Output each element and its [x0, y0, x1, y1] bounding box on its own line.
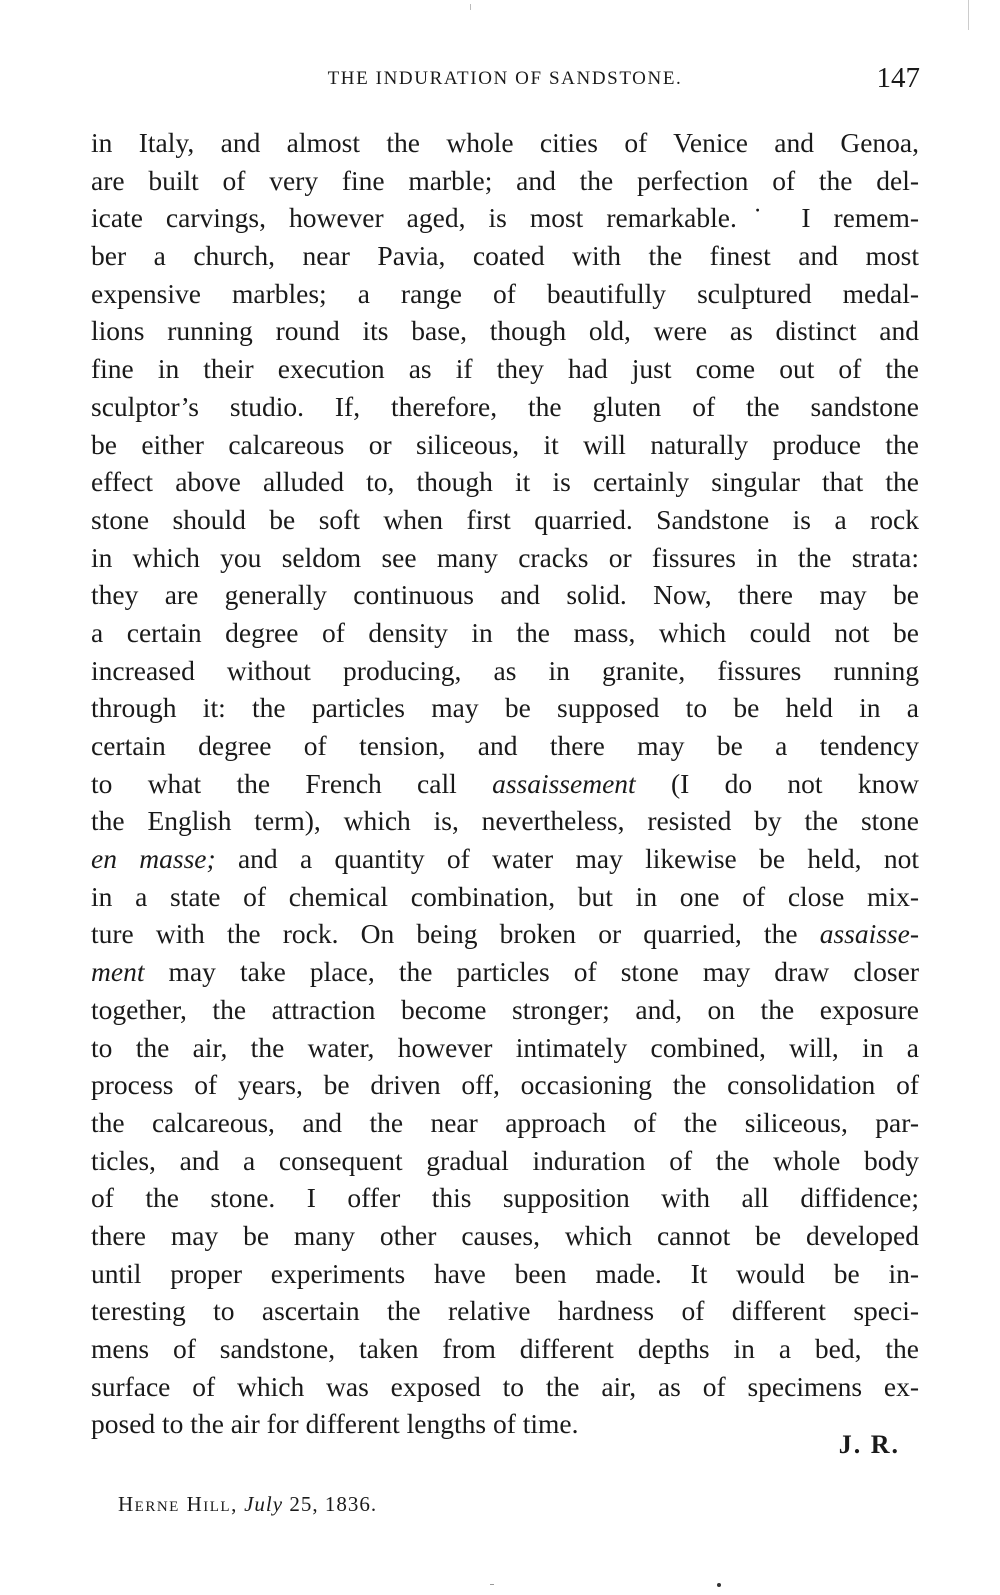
speck-mark	[968, 0, 969, 30]
text-line: fine in their execution as if they had just come out of the	[91, 353, 919, 385]
speck-mark	[470, 4, 471, 10]
text-line: lions running round its base, though old, were as distinct and	[91, 315, 919, 347]
dateline-day-year: 25, 1836.	[289, 1492, 378, 1516]
text-line: certain degree of tension, and there may be a tendency	[91, 730, 919, 761]
text-line: the calcareous, and the near approach of the siliceous, par-	[91, 1106, 919, 1138]
author-initials: J. R.	[838, 1430, 900, 1459]
text-line: the English term), which is, nevertheless, resisted by the stone	[91, 805, 919, 837]
text-line: they are generally continuous and solid. Now, there may be	[91, 579, 919, 611]
running-title: THE INDURATION OF SANDSTONE.	[327, 68, 683, 89]
text-line: expensive marbles; a range of beautifully sculptured medal-	[91, 277, 919, 309]
text-line: teresting to ascertain the relative hardness of different speci-	[91, 1295, 919, 1327]
text-line: process of years, be driven off, occasioning the consolidation of	[91, 1069, 919, 1101]
text-line: until proper experiments have been made. It would be in-	[91, 1257, 919, 1289]
text-line: in a state of chemical combination, but in one of close mix-	[91, 880, 919, 912]
text-line: posed to the air for different lengths of time.	[91, 1408, 579, 1440]
text-run: to what the French call	[91, 767, 493, 799]
dateline-place: Herne Hill,	[118, 1492, 238, 1516]
speck-mark	[490, 1584, 494, 1585]
text-line: together, the attraction become stronger; and, on the exposure	[91, 993, 919, 1025]
text-line	[91, 840, 919, 878]
text-line: mens of sandstone, taken from different depths in a bed, the	[91, 1333, 919, 1364]
text-run: (I do not know	[635, 767, 919, 799]
text-line: ber a church, near Pavia, coated with the finest and most	[91, 240, 919, 272]
text-run: and a quantity of water may likewise be held, not	[215, 843, 919, 875]
body-paragraph	[91, 124, 919, 1443]
italic-term: assaissement	[492, 767, 636, 799]
text-line: ticles, and a consequent gradual induration of the whole body	[91, 1144, 919, 1176]
text-run: ture with the rock. On being broken or quarried, the	[91, 918, 820, 950]
text-line	[91, 765, 919, 803]
text-line: in which you seldom see many cracks or fissures in the strata:	[91, 541, 919, 573]
text-line: a certain degree of density in the mass, which could not be	[91, 616, 919, 648]
text-line: through it: the particles may be supposed to be held in a	[91, 692, 919, 724]
text-line: sculptor’s studio. If, therefore, the gluten of the sandstone	[91, 390, 919, 422]
running-head	[90, 62, 920, 98]
text-run: may take place, the particles of stone may draw closer	[144, 956, 919, 988]
page-number: 147	[876, 62, 920, 94]
text-line	[91, 915, 919, 953]
text-line: icate carvings, however aged, is most remarkable.˙ I remem-	[91, 202, 919, 234]
dateline-month: July	[244, 1492, 284, 1516]
text-line: are built of very fine marble; and the perfection of the del-	[91, 164, 919, 196]
text-line: surface of which was exposed to the air, as of specimens ex-	[91, 1370, 919, 1402]
text-line: to the air, the water, however intimately combined, will, in a	[91, 1031, 919, 1063]
text-line: increased without producing, as in granite, fissures running	[91, 654, 919, 686]
text-line: there may be many other causes, which cannot be developed	[91, 1219, 919, 1251]
speck-mark	[717, 1583, 721, 1587]
text-line: stone should be soft when first quarried. Sandstone is a rock	[91, 503, 919, 535]
italic-term: en masse;	[91, 843, 216, 875]
italic-term: ment	[91, 956, 145, 988]
italic-term: assaisse-	[819, 918, 919, 950]
text-line: effect above alluded to, though it is certainly singular that the	[91, 466, 919, 498]
text-line	[91, 953, 919, 991]
text-line: be either calcareous or siliceous, it will naturally produce the	[91, 428, 919, 460]
text-line: of the stone. I offer this supposition with all diffidence;	[91, 1182, 919, 1214]
text-line: in Italy, and almost the whole cities of Venice and Genoa,	[91, 127, 919, 158]
dateline	[118, 1492, 377, 1517]
